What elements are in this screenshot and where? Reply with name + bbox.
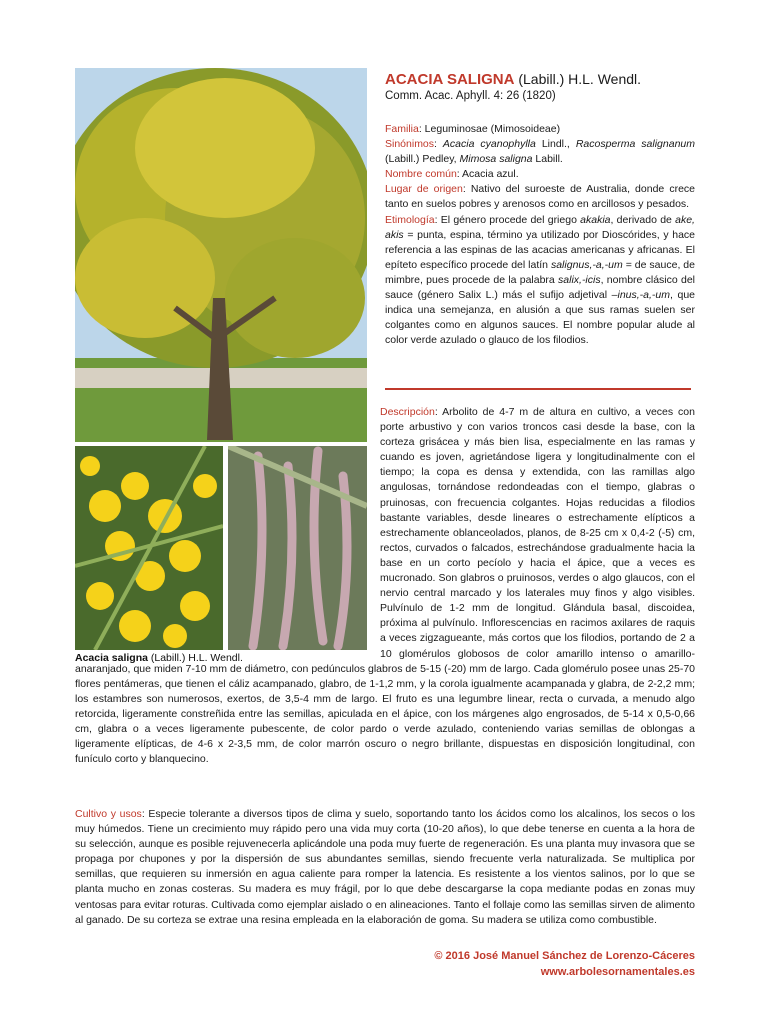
section-divider (385, 388, 691, 390)
descripcion-section (75, 405, 695, 767)
copyright-notice: © 2016 José Manuel Sánchez de Lorenzo-Cáceres (434, 950, 695, 962)
sinonimos-text: (Labill.) Pedley, (385, 153, 460, 166)
cultivo-label: Cultivo y usos (75, 808, 142, 820)
sinonimos-text: num (674, 138, 696, 151)
etimologia-text: , nombre clásico del sauce (género Salix L.) más el sufijo adjetival – (385, 273, 695, 302)
tree-photo (75, 68, 367, 442)
cultivo-text: : Especie tolerante a diversos tipos de clima y suelo, soportando tanto los ácidos como los alcalinos, los secos o los muy húmedos. Tiene un crecimiento muy rápido pero una vida muy corta (10-20 años), lo que debe tenerse en cuenta a la hora de su selección, aunque es posible rejuvenecerla aplicándole una poda muy fuerte de regeneración. Es una planta muy invasora que se propaga por chupones y por la dispersión de sus abundantes semillas, siendo frecuente verla naturalizada. Se multiplica por semillas, que requieren su inmersión en agua caliente para romper la latencia. Es resistente a los vientos salinos, por lo que se planta mucho en zonas costeras. Su madera es muy frágil, por lo que debe descargarse la copa mediante podas en zonas muy ventosas para evitar roturas. Cultivada como ejemplar aislado o en alineaciones. Tanto el follaje como las semillas sirven de alimento al ganado. De su corteza se extrae una resina empleada en la elaboración de goma. Su madera se utiliza como combustible. (75, 808, 696, 926)
page-title (385, 70, 641, 89)
descripcion-text: : Arbolito de 4-7 m de altura en cultivo, a veces con porte arbustivo y con varios troncos casi desde la base, con la corteza grisácea y más bien lisa, especialmente en las ramas y cuando es joven, agrietándose ligera y longitudinalmente con el tiempo; la copa es densa y extendida, con las ramillas algo angulosas, tornándose redondeadas con el tiempo, glabras o pruinosas, con frecuencia colgantes. Hojas reducidas a filodios bastante variables, desde lineares o estrechamente elípticos a estrechamente oblanceolados, planos, de 8-25 cm x 0,4-2 (-5) cm, rectos, curvados o falcados, estrechándose gradualmente hacia la base en un corto pecíolo y hacia el ápice, que a veces es mucronado. Son glabros o pruinosos, verdes o algo glaucos, con el nervio central marcado y los laterales muy finos y algo visibles. Pulvínulo de 1-2 mm de longitud. Glándula basal, discoidea, próxima al pulvínulo. Inflorescencias en racimos axilares de raquis a veces zigzagueante, más cortos que los filodios, portando de 2 a 10 glomérulos globosos de color amarillo intenso o amarillo-anaranjado, que miden 7-10 mm de diámetro, con pedúnculos glabros de 5-15 (-20) mm de largo. Cada glomérulo posee unas 25-70 flores pentámeras, que tienen el cáliz acampanado, glabro, de 1-1,2 mm, y la corola igualmente acampanada y glabra, de 2-2,2 mm; los estambres son numerosos, exertos, de 3,5-4 mm de largo. El fruto es una legumbre linear, recta o curvada, a menudo algo retorcida, ligeramente constreñida entre las semillas, apiculada en el ápice, con los márgenes algo engrosados, de 5-14 x 0,5-0,66 cm, glabra o a veces ligeramente pubescente, de color pardo o verde azulado, conteniendo varias semillas de oblongas a ligeramente elípticas, de 4-6 x 2-3,5 mm, de color marrón oscuro o negro brillante, dispuestas en disposición longitudinal, con funículo corto y blanquecino. (75, 406, 695, 766)
website-link[interactable]: www.arbolesornamentales.es (540, 966, 695, 978)
sinonimos-text: Labill. (532, 153, 563, 166)
lugar-value: : Nativo del suroeste de Australia, donde crece tanto en suelos pobres y arenosos como en arcillosos y pesados. (385, 183, 695, 211)
etimologia-label: Etimología (385, 213, 435, 226)
etimologia-text: inus,-a,-um (617, 289, 671, 302)
cultivo-section (75, 807, 695, 928)
species-author: (Labill.) H.L. Wendl. (518, 71, 642, 87)
photo-spacer (75, 405, 380, 657)
sinonimos-text: Lindl., (535, 138, 576, 151)
nombre-label: Nombre común (385, 168, 457, 181)
etimologia-text: salix,-icis (558, 273, 601, 286)
species-name: ACACIA SALIGNA (385, 71, 515, 88)
etimologia-text: = de sauce, de mimbre, pues procede de la palabra (385, 258, 695, 286)
sinonimos-line (385, 137, 695, 167)
etimologia-text: : El género procede del griego (434, 213, 581, 226)
etimologia-text: , derivado de (610, 213, 676, 226)
descripcion-label: Descripción (380, 406, 435, 418)
familia-value: : Leguminosae (Mimosoideae) (418, 123, 561, 135)
caption-author: (Labill.) H.L. Wendl. (147, 652, 243, 664)
nombre-value: : Acacia azul. (456, 168, 519, 181)
etimologia-line (385, 213, 695, 349)
sinonimos-text: Acacia cyanophylla (442, 138, 536, 151)
etimologia-text: ake, akis (385, 213, 695, 241)
lugar-label: Lugar de origen (385, 183, 463, 196)
familia-line (385, 122, 695, 137)
sinonimos-text: : (434, 138, 443, 151)
etimologia-text: = punta, espina, término ya utilizado por Dioscórides, y hace referencia a las espinas de las acacias americanas y africanas. El epíteto específico procede del latín (385, 228, 695, 271)
nombre-line (385, 167, 695, 182)
caption-species: Acacia saligna (75, 652, 148, 664)
familia-label: Familia (385, 123, 419, 135)
etimologia-text: akakia (580, 213, 611, 226)
lugar-line (385, 182, 695, 212)
etimologia-text: salignus,-a,-um (550, 258, 623, 271)
info-block (385, 122, 695, 348)
sinonimos-label: Sinónimos (385, 138, 435, 151)
sinonimos-text: Mimosa saligna (459, 153, 533, 166)
etimologia-text: , que indica una semejanza, en alusión a que sus ramas suelen ser colgantes como en algunos sauces. El nombre popular alude al color verde azulado o glauco de los filodios. (385, 289, 695, 347)
sinonimos-text: Racosperma saligna (575, 138, 675, 151)
publication-reference: Comm. Acac. Aphyll. 4: 26 (1820) (385, 90, 556, 102)
